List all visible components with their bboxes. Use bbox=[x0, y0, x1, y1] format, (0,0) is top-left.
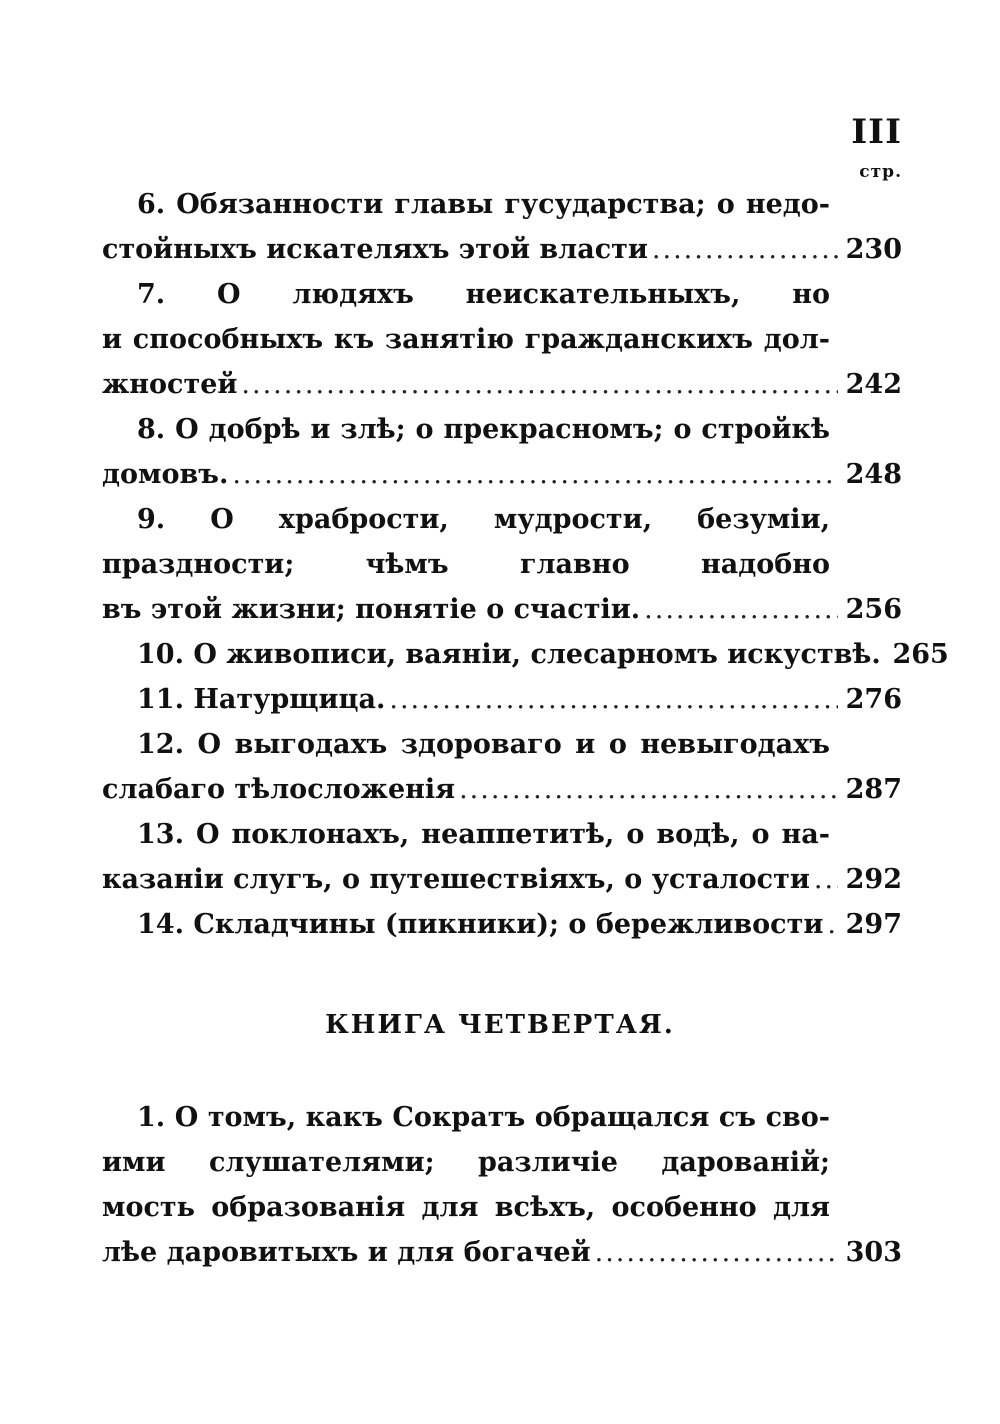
page-column-label: стр. bbox=[859, 162, 902, 182]
toc-line bbox=[102, 632, 949, 677]
toc-entry bbox=[102, 272, 902, 407]
toc-text: праздности; чѣмъ главно надобно bbox=[102, 549, 830, 580]
toc-entry bbox=[102, 1095, 902, 1275]
dot-leader bbox=[595, 1230, 838, 1275]
toc-line bbox=[102, 767, 902, 812]
toc-line bbox=[102, 1185, 902, 1230]
toc-entry bbox=[102, 812, 902, 902]
toc-page-number: 256 bbox=[845, 594, 902, 625]
table-of-contents bbox=[102, 182, 949, 947]
dot-leader bbox=[652, 227, 838, 272]
toc-page-number: 265 bbox=[892, 639, 949, 670]
toc-text: 14. Складчины (пикники); о бережливости bbox=[137, 909, 824, 940]
toc-line bbox=[102, 1095, 902, 1140]
toc-text: стойныхъ искателяхъ этой власти bbox=[102, 234, 648, 265]
toc-page-number: 303 bbox=[845, 1237, 902, 1268]
toc-line bbox=[102, 497, 902, 542]
toc-line bbox=[102, 587, 902, 632]
toc-line bbox=[102, 1230, 902, 1275]
toc-text: слабаго тѣлосложенія bbox=[102, 774, 456, 805]
dot-leader bbox=[389, 677, 838, 722]
toc-entry bbox=[102, 677, 902, 722]
dot-leader bbox=[232, 452, 838, 497]
toc-entry bbox=[102, 722, 902, 812]
toc-line bbox=[102, 542, 902, 587]
toc-text: 8. О добрѣ и злѣ; о прекрасномъ; о стройкѣ bbox=[137, 414, 830, 445]
dot-leader bbox=[814, 857, 838, 902]
toc-text: казаніи слугъ, о путешествіяхъ, о усталости bbox=[102, 864, 810, 895]
toc-line bbox=[102, 272, 902, 317]
toc-entry bbox=[102, 182, 902, 272]
toc-line bbox=[102, 902, 902, 947]
toc-page-number: 230 bbox=[845, 234, 902, 265]
table-of-contents-book-four bbox=[102, 1095, 902, 1275]
toc-page-number: 276 bbox=[845, 684, 902, 715]
toc-text: лѣе даровитыхъ и для богачей bbox=[102, 1237, 591, 1268]
toc-text: 6. Обязанности главы гусударства; о недо- bbox=[137, 189, 830, 220]
dot-leader bbox=[827, 902, 838, 947]
toc-text: въ этой жизни; понятіе о счастіи. bbox=[102, 594, 641, 625]
book-heading: КНИГА ЧЕТВЕРТАЯ. bbox=[325, 1010, 675, 1040]
toc-text: ими слушателями; различіе дарованій; bbox=[102, 1147, 830, 1178]
toc-line bbox=[102, 677, 902, 722]
toc-line bbox=[102, 812, 902, 857]
toc-text: 9. О храбрости, мудрости, безуміи, bbox=[137, 504, 830, 535]
toc-text: 11. Натурщица. bbox=[137, 684, 386, 715]
toc-page-number: 248 bbox=[845, 459, 902, 490]
page-number: III bbox=[851, 112, 902, 152]
toc-text: и способныхъ къ занятію гражданскихъ дол- bbox=[102, 324, 830, 355]
dot-leader bbox=[241, 362, 838, 407]
toc-text: 13. О поклонахъ, неаппетитѣ, о водѣ, о на- bbox=[137, 819, 830, 850]
toc-line bbox=[102, 227, 902, 272]
toc-text: мость образованія для всѣхъ, особенно для bbox=[102, 1192, 830, 1223]
toc-text: домовъ. bbox=[102, 459, 229, 490]
toc-line bbox=[102, 722, 902, 767]
dot-leader bbox=[459, 767, 838, 812]
toc-line bbox=[102, 1140, 902, 1185]
toc-entry bbox=[102, 902, 902, 947]
toc-page-number: 297 bbox=[845, 909, 902, 940]
toc-entry bbox=[102, 632, 949, 677]
toc-line bbox=[102, 317, 902, 362]
toc-line bbox=[102, 857, 902, 902]
toc-line bbox=[102, 362, 902, 407]
toc-entry bbox=[102, 497, 902, 632]
toc-text: 7. О людяхъ неискательныхъ, но bbox=[137, 279, 830, 310]
toc-line bbox=[102, 182, 902, 227]
toc-line bbox=[102, 407, 902, 452]
toc-text: 12. О выгодахъ здороваго и о невыгодахъ bbox=[137, 729, 830, 760]
toc-text: 1. О томъ, какъ Сократъ обращался съ сво- bbox=[137, 1102, 830, 1133]
toc-text: 10. О живописи, ваяніи, слесарномъ искуствѣ. bbox=[137, 639, 881, 670]
dot-leader bbox=[644, 587, 838, 632]
toc-text: жностей bbox=[102, 369, 238, 400]
toc-page-number: 292 bbox=[845, 864, 902, 895]
toc-page-number: 287 bbox=[845, 774, 902, 805]
toc-entry bbox=[102, 407, 902, 497]
toc-line bbox=[102, 452, 902, 497]
toc-page-number: 242 bbox=[845, 369, 902, 400]
